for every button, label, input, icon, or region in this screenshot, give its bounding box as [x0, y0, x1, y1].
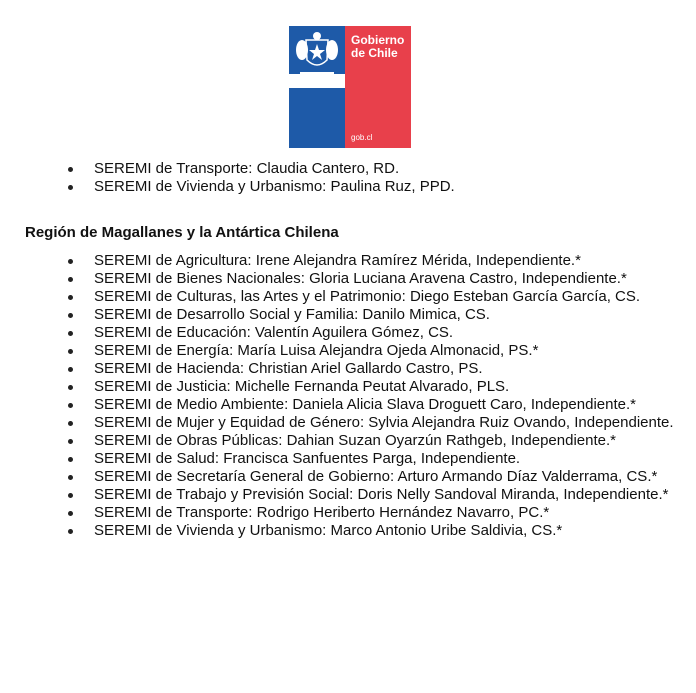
logo-title: Gobierno de Chile — [351, 33, 405, 60]
list-item: SEREMI de Medio Ambiente: Daniela Alicia Slava Droguett Caro, Independiente.* — [0, 396, 696, 414]
list-item: SEREMI de Mujer y Equidad de Género: Sylvia Alejandra Ruiz Ovando, Independiente. — [0, 414, 696, 432]
list-item: SEREMI de Desarrollo Social y Familia: Danilo Mimica, CS. — [0, 306, 696, 324]
logo-blue-panel — [289, 26, 345, 148]
region-list — [0, 252, 696, 540]
list-item: SEREMI de Energía: María Luisa Alejandra Ojeda Almonacid, PS.* — [0, 342, 696, 360]
list-item: SEREMI de Obras Públicas: Dahian Suzan Oyarzún Rathgeb, Independiente.* — [0, 432, 696, 450]
list-item: SEREMI de Trabajo y Previsión Social: Doris Nelly Sandoval Miranda, Independiente.* — [0, 486, 696, 504]
coat-of-arms-icon — [294, 30, 340, 82]
list-item: SEREMI de Justicia: Michelle Fernanda Peutat Alvarado, PLS. — [0, 378, 696, 396]
logo-url: gob.cl — [351, 133, 373, 142]
list-item: SEREMI de Hacienda: Christian Ariel Gallardo Castro, PS. — [0, 360, 696, 378]
list-item: SEREMI de Transporte: Rodrigo Heriberto Hernández Navarro, PC.* — [0, 504, 696, 522]
list-item: SEREMI de Transporte: Claudia Cantero, RD. — [0, 160, 696, 178]
list-item: SEREMI de Bienes Nacionales: Gloria Luciana Aravena Castro, Independiente.* — [0, 270, 696, 288]
list-item: SEREMI de Culturas, las Artes y el Patrimonio: Diego Esteban García García, CS. — [0, 288, 696, 306]
document-body — [0, 160, 696, 540]
list-item: SEREMI de Vivienda y Urbanismo: Paulina Ruz, PPD. — [0, 178, 696, 196]
gobierno-de-chile-logo — [289, 26, 411, 148]
list-item: SEREMI de Salud: Francisca Sanfuentes Parga, Independiente. — [0, 450, 696, 468]
list-item: SEREMI de Vivienda y Urbanismo: Marco Antonio Uribe Saldivia, CS.* — [0, 522, 696, 540]
list-item: SEREMI de Educación: Valentín Aguilera Gómez, CS. — [0, 324, 696, 342]
region-heading: Región de Magallanes y la Antártica Chilena — [25, 224, 339, 241]
logo-red-panel — [345, 26, 411, 148]
list-item: SEREMI de Agricultura: Irene Alejandra Ramírez Mérida, Independiente.* — [0, 252, 696, 270]
list-item: SEREMI de Secretaría General de Gobierno: Arturo Armando Díaz Valderrama, CS.* — [0, 468, 696, 486]
top-list — [0, 160, 696, 196]
